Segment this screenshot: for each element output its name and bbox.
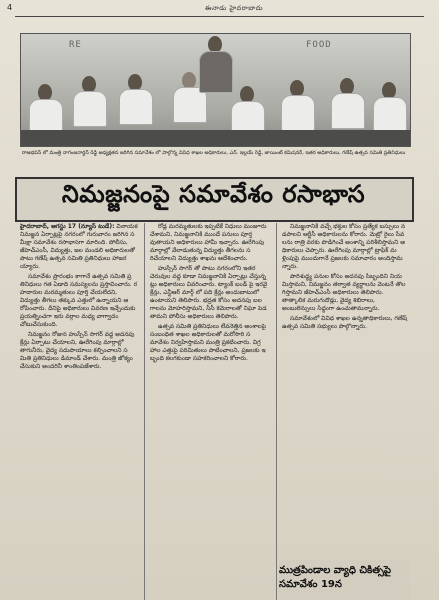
article-paragraph: నిమజ్జనం రోజున హుస్సేన్ సాగర్ వద్ద అదనపు క్రేన్లు ఏర్పాటు చేయాలని, ఊరేగింపు మార్గాల్లో తాగునీరు, వైద్య సదుపాయాలు కల్పించాలని సమితి ప్రతినిధులు డిమాండ్ చేశారు. మంత్రి జోక్యం చేసుకుని అందరినీ శాంతింపజేశారు.	[20, 331, 135, 370]
article-body	[18, 223, 410, 600]
headline: నిమజ్జనంపై సమావేశం రసాభాస	[61, 180, 366, 208]
photo-wall-text: FOOD	[306, 40, 332, 50]
article-paragraph: సమావేశం ప్రారంభం కాగానే ఉత్సవ సమితి ప్రతినిధులు గత ఏడాది సమస్యలను ప్రస్తావించారు. రహదారుల మరమ్మతులు పూర్తి చేయలేదని, విద్యుత్తు తీగలు తక్కువ ఎత్తులో ఉన్నాయని ఆరోపించారు. దీనిపై అధికారులు వివరణ ఇచ్చేందుకు ప్రయత్నించగా ఇరు వర్గాల మధ్య వాగ్వాదం చోటుచేసుకుంది.	[20, 273, 138, 328]
subhead: ముత్రపిండాల వ్యాధి చికిత్సపై సమావేశం 19న	[279, 565, 391, 590]
news-photo	[20, 33, 411, 147]
article-paragraph: హుస్సేన్ సాగర్ తో పాటు నగరంలోని ఇతర చెరువుల వద్ద కూడా నిమజ్జనానికి ఏర్పాట్లు చేస్తున్నట్లు అధికారులు వివరించారు. ట్యాంక్ బండ్ పై ఇరవై క్రేన్లు, ఎన్టీఆర్ మార్గ్ లో పది క్రేన్లు అందుబాటులో ఉంటాయని తెలిపారు. భద్రత కోసం అదనపు బలగాలను మోహరిస్తామని, సీసీ కెమెరాలతో నిఘా పెడతామని పోలీసు అధికారులు తెలిపారు.	[150, 265, 268, 320]
page-number: 4	[7, 3, 13, 12]
article-paragraph: రోడ్ల మరమ్మతులకు ఇప్పటికే నిధులు మంజూరు చేశామని, నిమజ్జనానికి ముందే పనులు పూర్తవుతాయని అధికారులు హామీ ఇచ్చారు. ఊరేగింపు మార్గాల్లో వేలాడుతున్న విద్యుత్తు తీగలను సరిచేయాలని విద్యుత్తు శాఖను ఆదేశించారు.	[150, 223, 267, 262]
article-column-3	[282, 223, 408, 600]
article-column-2	[150, 223, 268, 600]
photo-wall-text: RE	[69, 40, 82, 50]
photo-caption: రాజభవన్ లో మంత్రి నాగంజనార్దన్ రెడ్డి అధ్యక్షతన జరిగిన సమావేశం లో పాల్గొన్న వివిధ శాఖల అధికారులు, ఎన్. ఇల్లయ్ రెడ్డి, జాయింట్ కమిషనర్, ఇతర అధికారులు, గణేష్ ఉత్సవ సమితి ప్రతినిధులు	[22, 150, 406, 156]
article-dateline: హైదరాబాద్, ఆగస్టు 17 (న్యూస్ టుడే):	[20, 223, 115, 230]
top-rule	[15, 16, 424, 17]
article-paragraph: వినాయక నిమజ్జన ఏర్పాట్లపై నగరంలో గురువారం జరిగిన సమీక్షా సమావేశం రసాభాసగా మారింది. పోలీసు, జీహెచ్ఎంసీ, విద్యుత్తు, జల మండలి అధికారులతో పాటు గణేష్ ఉత్సవ సమితి ప్రతినిధులు హాజరయ్యారు.	[20, 223, 138, 270]
article-column-1	[20, 223, 138, 600]
article-paragraph: నిమజ్జనానికి వచ్చే భక్తుల కోసం ప్రత్యేక బస్సులు నడపాలని ఆర్టీసీ అధికారులను కోరారు. మెట్రో రైలు సేవలను రాత్రి వరకు పొడిగించే అంశాన్ని పరిశీలిస్తామని అధికారులు చెప్పారు. ఊరేగింపు మార్గాల్లో ట్రాఫిక్ మళ్లింపుపై ముందుగానే ప్రజలకు సమాచారం అందిస్తామన్నారు.	[282, 223, 406, 270]
column-rule	[276, 223, 277, 600]
column-rule	[144, 223, 145, 600]
article-paragraph: సమావేశంలో వివిధ శాఖల ఉన్నతాధికారులు, గణేష్ ఉత్సవ సమితి సభ్యులు పాల్గొన్నారు.	[282, 315, 408, 330]
edition-label: ఈనాడు హైదరాబాదు	[205, 4, 264, 12]
article-paragraph: పారిశుద్ధ్య పనుల కోసం అదనపు సిబ్బందిని నియమిస్తామని, నిమజ్జనం తర్వాత వ్యర్థాలను వెంటనే తొలగిస్తామని జీహెచ్ఎంసీ అధికారులు తెలిపారు. తాత్కాలిక మరుగుదొడ్లు, వైద్య శిబిరాలు, అంబులెన్సులు సిద్ధంగా ఉంచుతామన్నారు.	[282, 273, 406, 312]
article-paragraph: ఉత్సవ సమితి ప్రతినిధులు లేవనెత్తిన అంశాలపై సంబంధిత శాఖల అధికారులతో మరోసారి సమావేశం నిర్వహిస్తామని మంత్రి ప్రకటించారు. విగ్రహాల ఎత్తుపై పరిమితులు పాటించాలని, ప్రజలకు ఇబ్బంది కలగకుండా సహకరించాలని కోరారు.	[150, 323, 267, 362]
photo-table	[21, 130, 410, 146]
